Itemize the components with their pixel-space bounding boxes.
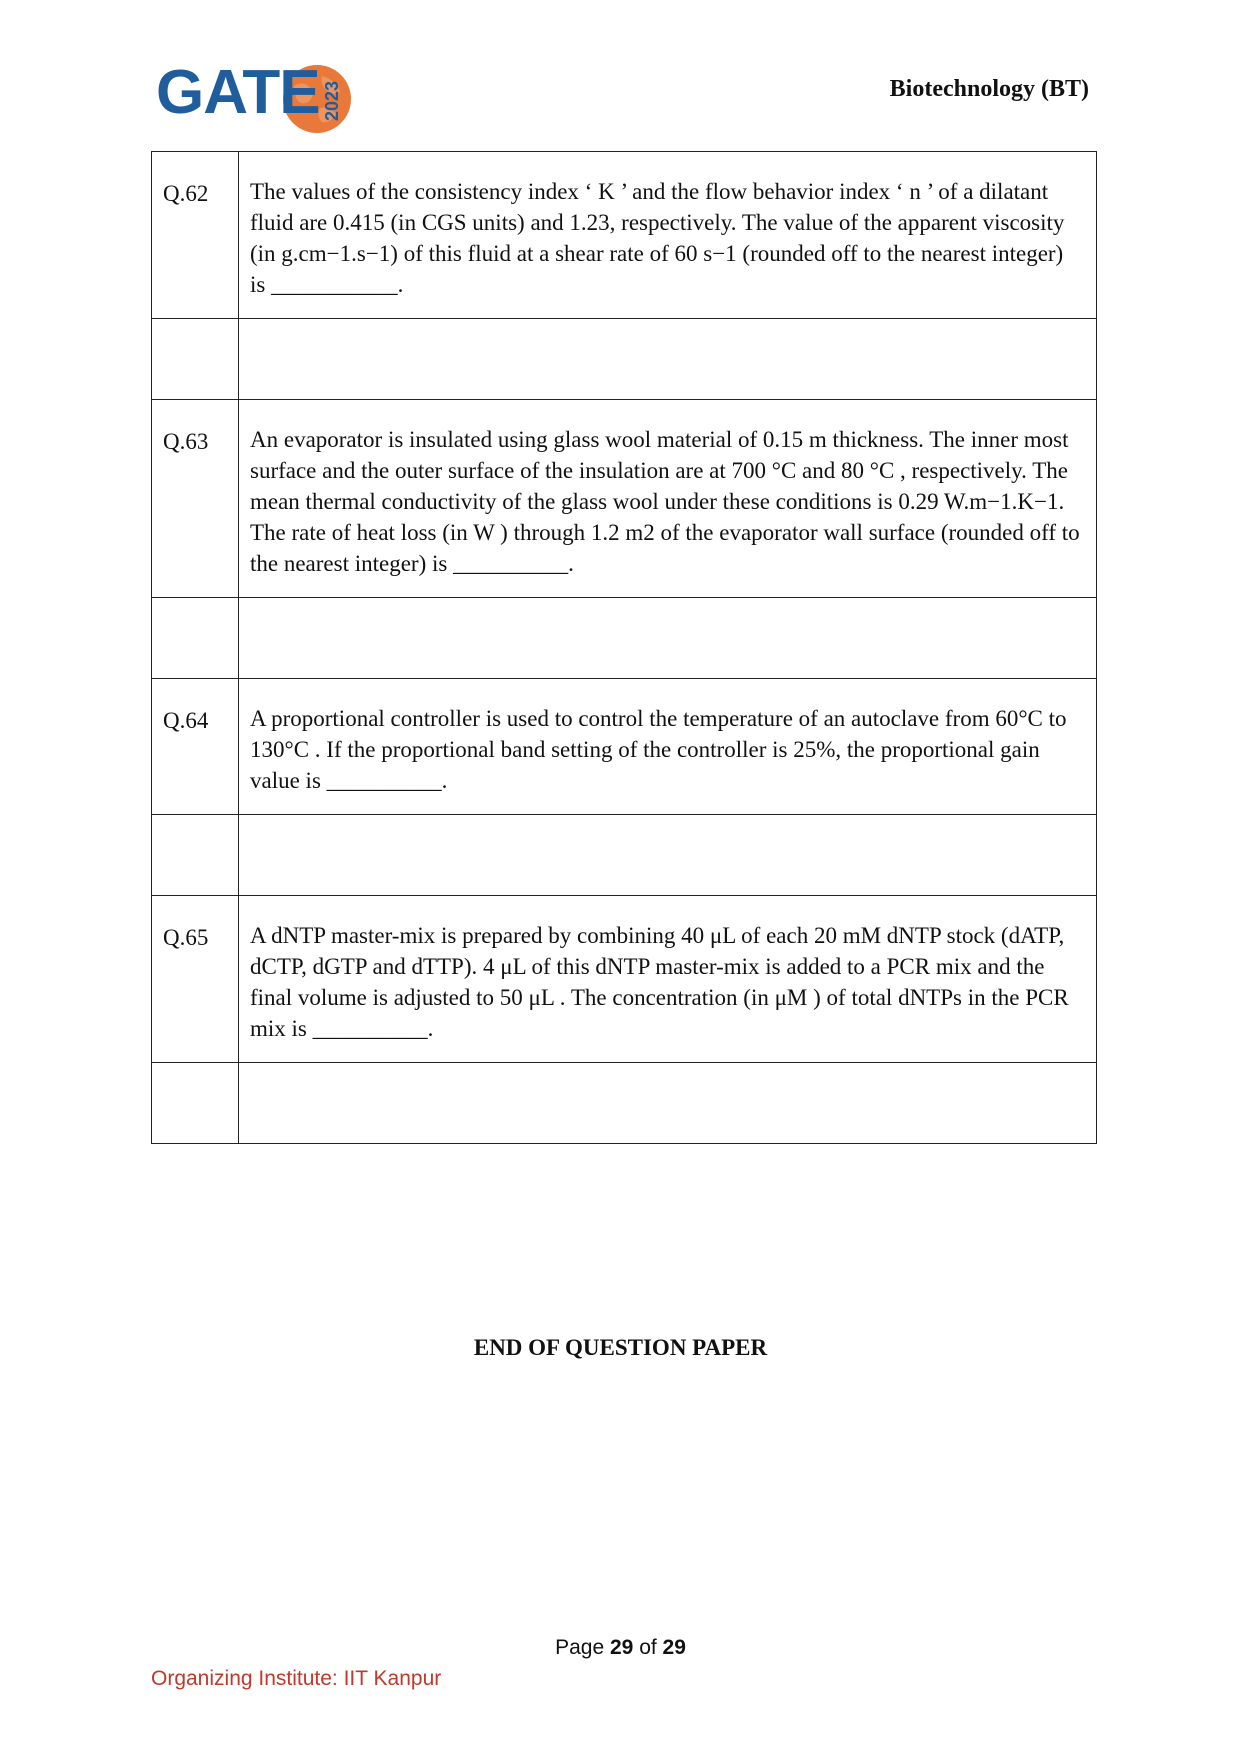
question-number: Q.65 <box>152 896 239 1063</box>
question-number: Q.63 <box>152 400 239 598</box>
gate-logo <box>156 58 356 140</box>
question-text: The values of the consistency index ‘ K ’ and the flow behavior index ‘ n ’ of a dilatant fluid are 0.415 (in CGS units) and 1.23, respectively. The value of the apparent viscosity (in g.cm−1.s−1) of this fluid at a shear rate of 60 s−1 (rounded off to the nearest integer) is ___________. <box>239 152 1097 319</box>
answer-row <box>152 319 1097 400</box>
page-of: of <box>639 1636 657 1659</box>
page-total: 29 <box>662 1636 686 1659</box>
answer-cell <box>239 319 1097 400</box>
answer-row <box>152 815 1097 896</box>
page-prefix: Page <box>555 1636 605 1659</box>
question-row <box>152 896 1097 1063</box>
question-text: A proportional controller is used to control the temperature of an autoclave from 60°C to 130°C . If the proportional band setting of the controller is 25%, the proportional gain value is __________. <box>239 679 1097 815</box>
question-table <box>151 151 1097 1144</box>
end-of-paper: END OF QUESTION PAPER <box>473 1335 768 1360</box>
answer-row <box>152 1063 1097 1144</box>
page-number <box>0 1636 1241 1660</box>
answer-number-cell <box>152 319 239 400</box>
answer-row <box>152 598 1097 679</box>
answer-cell <box>239 815 1097 896</box>
question-number: Q.64 <box>152 679 239 815</box>
answer-cell <box>239 1063 1097 1144</box>
question-text: An evaporator is insulated using glass wool material of 0.15 m thickness. The inner most surface and the outer surface of the insulation are at 700 °C and 80 °C , respectively. The mean thermal conductivity of the glass wool under these conditions is 0.29 W.m−1.K−1. The rate of heat loss (in W ) through 1.2 m2 of the evaporator wall surface (rounded off to the nearest integer) is __________. <box>239 400 1097 598</box>
page-current: 29 <box>609 1636 634 1659</box>
answer-number-cell <box>152 598 239 679</box>
organizing-institute: Organizing Institute: IIT Kanpur <box>151 1667 442 1690</box>
answer-number-cell <box>152 815 239 896</box>
subject-title: Biotechnology (BT) <box>889 76 1089 102</box>
question-number: Q.62 <box>152 152 239 319</box>
answer-cell <box>239 598 1097 679</box>
question-row <box>152 400 1097 598</box>
logo-year: 2023 <box>322 80 342 122</box>
question-text: A dNTP master-mix is prepared by combining 40 μL of each 20 mM dNTP stock (dATP, dCTP, dGTP and dTTP). 4 μL of this dNTP master-mix is added to a PCR mix and the final volume is adjusted to 50 μL . The concentration (in μM ) of total dNTPs in the PCR mix is __________. <box>239 896 1097 1063</box>
question-row <box>152 152 1097 319</box>
answer-number-cell <box>152 1063 239 1144</box>
question-row <box>152 679 1097 815</box>
logo-wordmark: GATE <box>156 58 320 127</box>
